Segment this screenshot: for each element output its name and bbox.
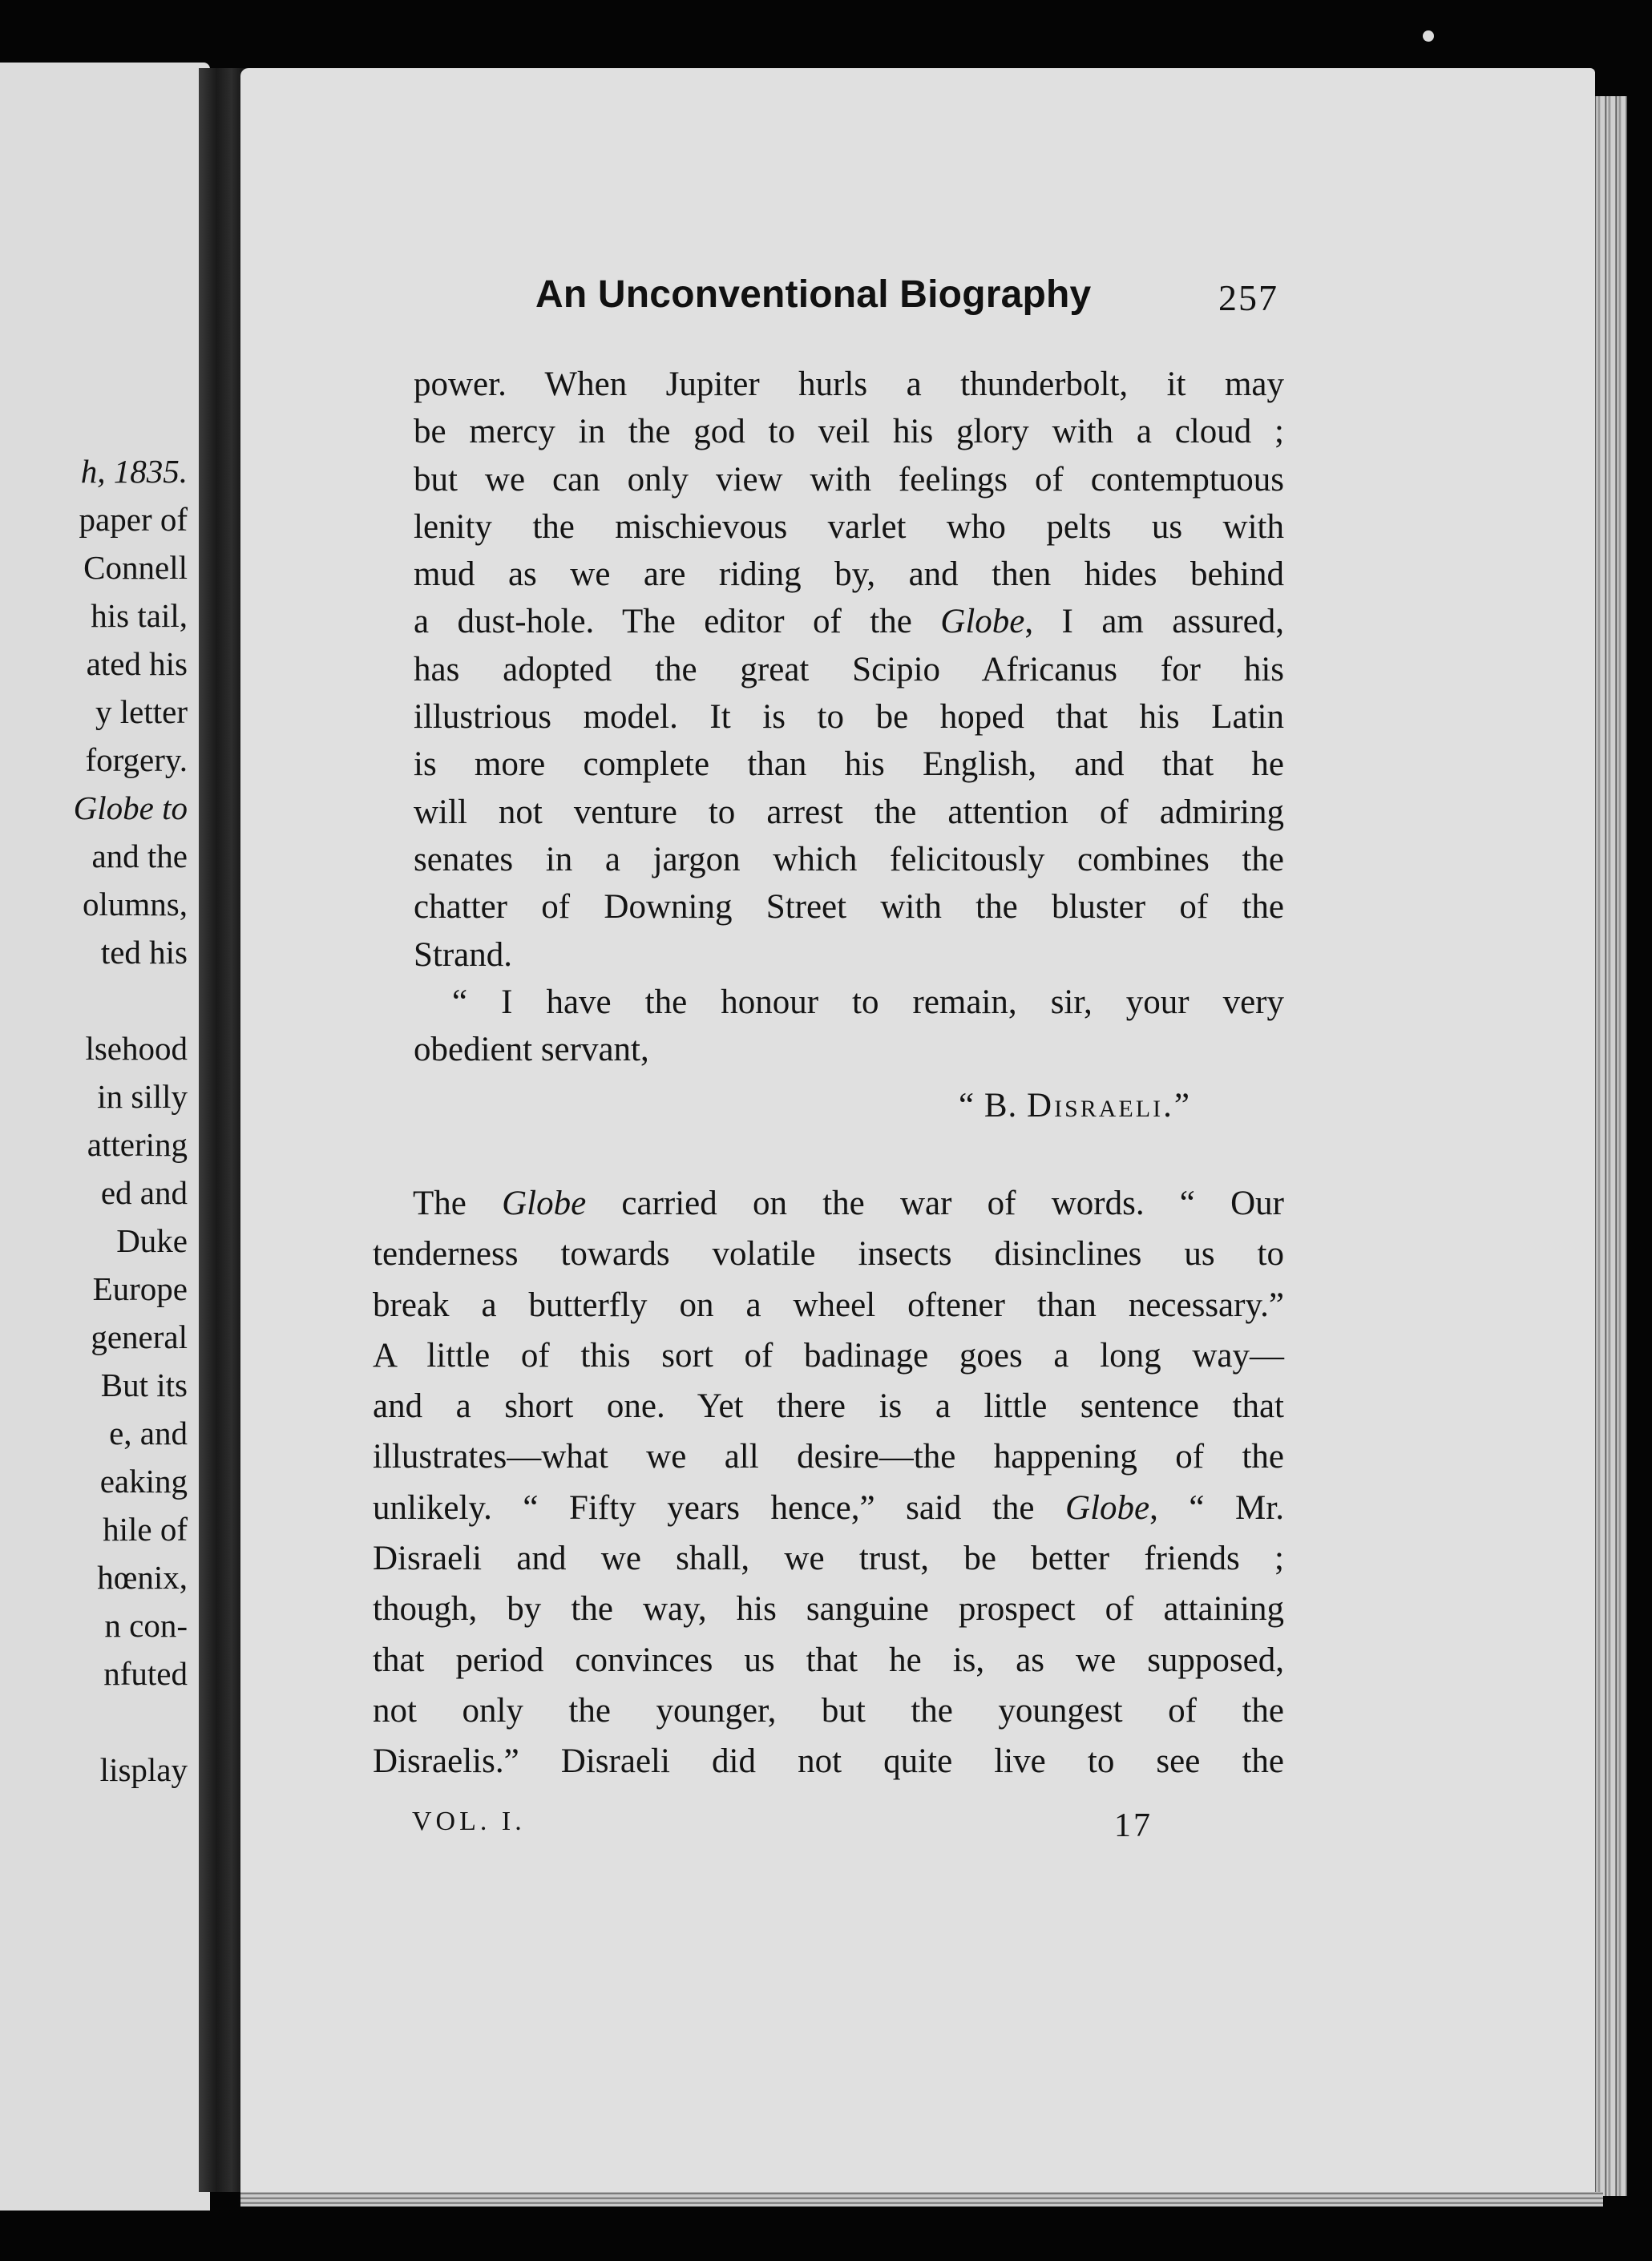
- text-line: will not venture to arrest the attention of admiring: [414, 793, 1284, 831]
- text-line: power. When Jupiter hurls a thunderbolt, it may: [414, 365, 1284, 403]
- left-page-text: [0, 63, 210, 2211]
- left-line: hœnix,: [97, 1559, 188, 1596]
- text-line: Strand.: [414, 935, 513, 974]
- text-line: illustrates—what we all desire—the happening of the: [373, 1438, 1284, 1476]
- left-line: attering: [87, 1126, 188, 1163]
- left-line: Globe to: [73, 789, 188, 826]
- text-line: unlikely. “ Fifty years hence,” said the Globe, “ Mr.: [373, 1488, 1284, 1527]
- left-line: h, 1835.: [80, 453, 188, 490]
- letter-signature: “ B. Disraeli.”: [959, 1087, 1190, 1124]
- volume-mark: VOL. I.: [412, 1807, 526, 1836]
- left-line: ed and: [100, 1174, 188, 1211]
- left-line: y letter: [95, 693, 188, 730]
- left-line: nfuted: [103, 1655, 188, 1692]
- left-line: and the: [91, 838, 188, 874]
- left-line: lisplay: [99, 1751, 188, 1788]
- left-line: paper of: [79, 501, 188, 538]
- text-line: illustrious model. It is to be hoped that his Latin: [414, 698, 1284, 737]
- left-line: forgery.: [85, 741, 188, 778]
- text-line: though, by the way, his sanguine prospect of attaining: [373, 1590, 1284, 1629]
- left-line: eaking: [99, 1463, 188, 1500]
- text-line: A little of this sort of badinage goes a long way—: [373, 1336, 1284, 1375]
- closing-line: obedient servant,: [414, 1031, 649, 1069]
- text-line: Disraelis.” Disraeli did not quite live to see the: [373, 1742, 1284, 1781]
- text-line: be mercy in the god to veil his glory with a cloud ;: [414, 413, 1284, 451]
- left-line: in silly: [97, 1078, 188, 1115]
- text-line: lenity the mischievous varlet who pelts us with: [414, 507, 1284, 546]
- running-head: An Unconventional Biography: [535, 273, 1092, 316]
- page-bottom-edge: [240, 2192, 1603, 2206]
- text-line: chatter of Downing Street with the bluster of the: [414, 888, 1284, 927]
- closing-line: “ I have the honour to remain, sir, your very: [452, 983, 1284, 1021]
- text-line: senates in a jargon which felicitously combines the: [414, 840, 1284, 878]
- left-line: n con-: [104, 1607, 188, 1644]
- left-line: his tail,: [91, 597, 188, 634]
- text-line: that period convinces us that he is, as we supposed,: [373, 1641, 1284, 1679]
- left-line: olumns,: [83, 886, 188, 923]
- text-line: not only the younger, but the youngest of the: [373, 1691, 1284, 1730]
- text-line: and a short one. Yet there is a little sentence that: [373, 1387, 1284, 1426]
- left-line: e, and: [109, 1415, 188, 1451]
- text-line: The Globe carried on the war of words. “ Our: [413, 1185, 1285, 1222]
- text-line: tenderness towards volatile insects disinclines us to: [373, 1235, 1284, 1274]
- text-line: a dust-hole. The editor of the Globe, I am assured,: [414, 603, 1285, 641]
- text-line: is more complete than his English, and that he: [414, 745, 1284, 784]
- left-line: Europe: [92, 1270, 188, 1307]
- text-line: mud as we are riding by, and then hides behind: [414, 555, 1284, 594]
- text-line: but we can only view with feelings of contemptuous: [414, 460, 1284, 499]
- left-facing-page: [0, 63, 210, 2211]
- page-number: 257: [1218, 277, 1278, 318]
- text-line: has adopted the great Scipio Africanus for his: [414, 650, 1284, 688]
- left-line: lsehood: [85, 1030, 188, 1067]
- dust-speck: [1423, 30, 1434, 42]
- left-line: But its: [100, 1367, 188, 1403]
- text-line: break a butterfly on a wheel oftener than necessary.”: [373, 1286, 1284, 1324]
- narrative-paragraph: [373, 1178, 1284, 1787]
- left-line: ted his: [100, 934, 188, 971]
- left-line: hile of: [103, 1511, 188, 1548]
- letter-text: [414, 361, 1284, 1073]
- signature-mark: 17: [1114, 1807, 1153, 1844]
- left-line: general: [91, 1318, 188, 1355]
- left-line: Duke: [116, 1222, 188, 1259]
- text-line: Disraeli and we shall, we trust, be better friends ;: [373, 1540, 1284, 1578]
- left-line: ated his: [86, 645, 188, 682]
- left-line: Connell: [83, 549, 188, 586]
